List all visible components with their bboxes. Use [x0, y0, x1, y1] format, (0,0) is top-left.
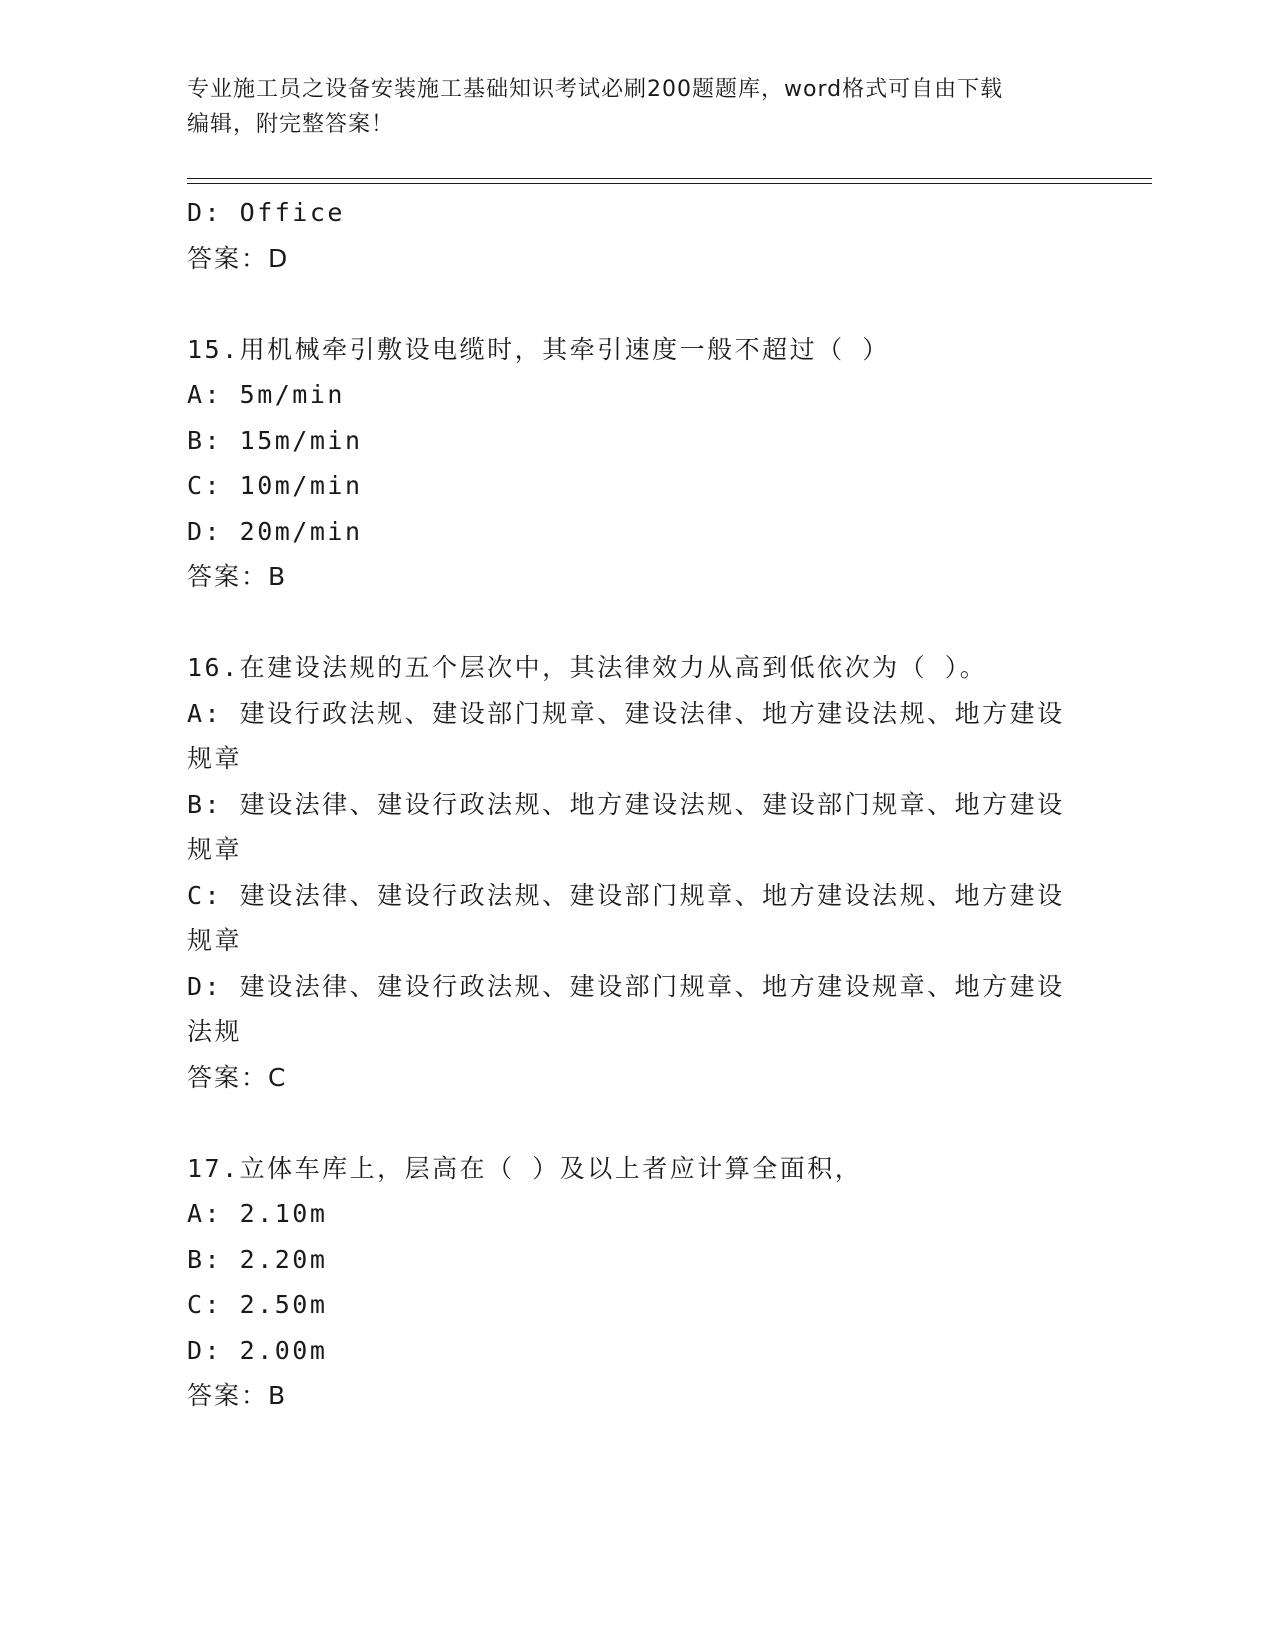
option-b: B: 建设法律、建设行政法规、地方建设法规、建设部门规章、地方建设规章	[187, 789, 1065, 864]
prev-answer: 答案：D	[187, 243, 290, 273]
option-a: A: 2.10m	[187, 1199, 328, 1228]
option-c: C: 建设法律、建设行政法规、建设部门规章、地方建设法规、地方建设规章	[187, 880, 1065, 955]
question-15	[187, 327, 1087, 600]
option-a: A: 5m/min	[187, 380, 345, 409]
answer-label: 答案：B	[187, 1381, 288, 1410]
option-a: A: 建设行政法规、建设部门规章、建设法律、地方建设法规、地方建设规章	[187, 698, 1065, 773]
question-16	[187, 645, 1087, 1100]
spacer	[187, 1100, 1087, 1146]
document-header	[187, 72, 1067, 142]
question-content	[187, 190, 1087, 1419]
option-b: B: 15m/min	[187, 425, 363, 455]
option-c: C: 2.50m	[187, 1290, 328, 1319]
header-divider-top	[187, 178, 1152, 179]
option-d: D: 建设法律、建设行政法规、建设部门规章、地方建设规章、地方建设法规	[187, 971, 1065, 1046]
question-stem: 15.用机械牵引敷设电缆时，其牵引速度一般不超过（ ）	[187, 334, 890, 364]
answer-label: 答案：B	[187, 562, 288, 591]
option-d: D: 2.00m	[187, 1335, 328, 1365]
header-line-2: 编辑，附完整答案！	[187, 112, 395, 137]
option-b: B: 2.20m	[187, 1244, 328, 1274]
question-stem: 16.在建设法规的五个层次中，其法律效力从高到低依次为（ ）。	[187, 653, 988, 682]
header-line-1: 专业施工员之设备安装施工基础知识考试必刷200题题库，word格式可自由下载	[187, 77, 1004, 102]
question-stem: 17.立体车库上，层高在（ ）及以上者应计算全面积，	[187, 1153, 863, 1183]
question-17	[187, 1146, 1087, 1419]
header-divider-bottom	[187, 183, 1152, 184]
option-c: C: 10m/min	[187, 471, 363, 500]
prev-option-d: D: Office	[187, 198, 345, 227]
spacer	[187, 600, 1087, 646]
option-d: D: 20m/min	[187, 516, 363, 546]
answer-label: 答案：C	[187, 1062, 288, 1092]
spacer	[187, 281, 1087, 327]
